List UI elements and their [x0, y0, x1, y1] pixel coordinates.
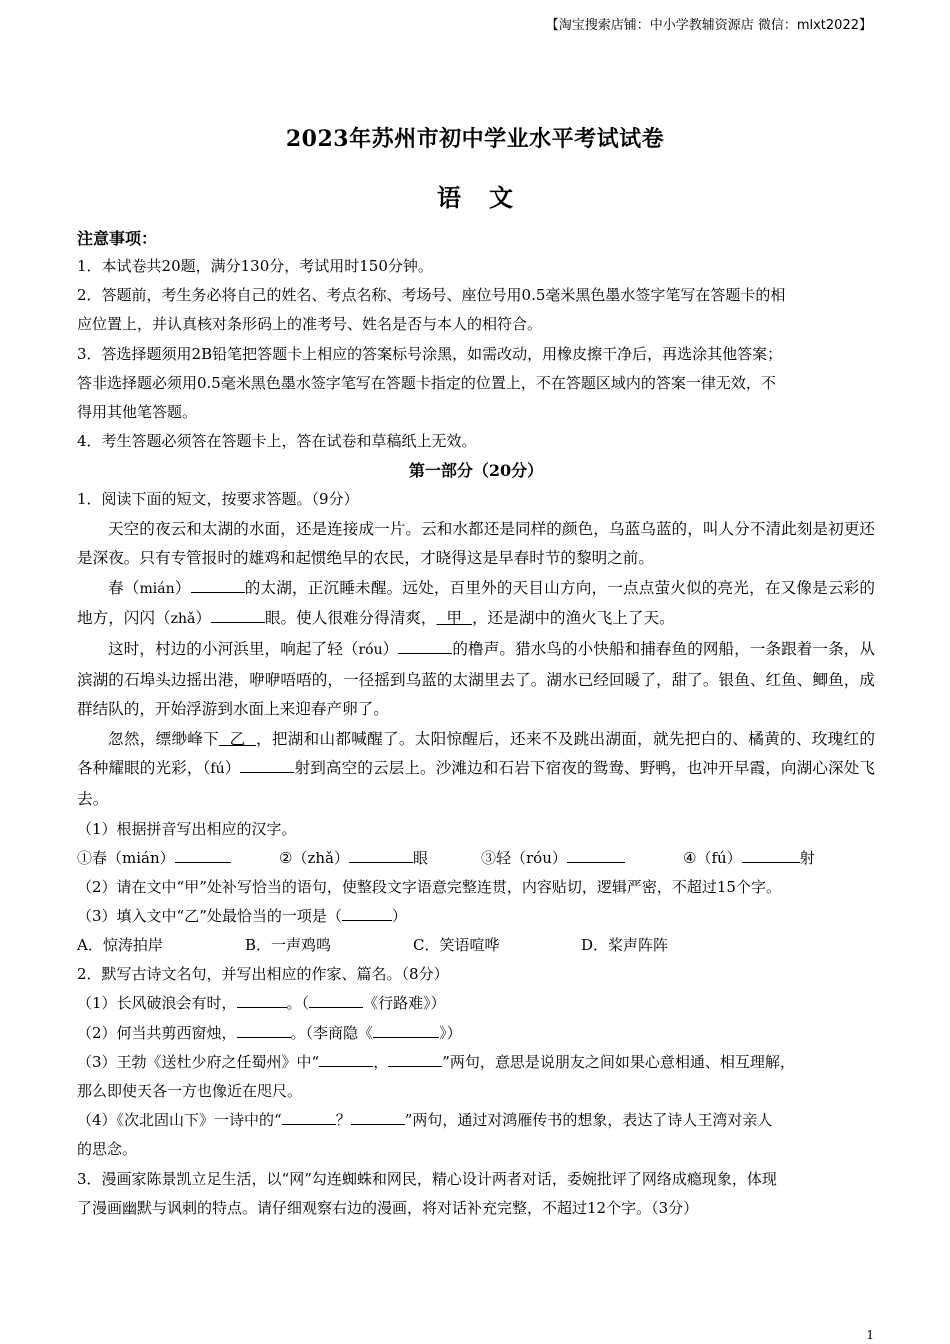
q2-line-3: （3）王勃《送杜少府之任蜀州》中“ ， ”两句，意思是说朋友之间如果心意相通、相互理解， [77, 1052, 795, 1071]
fill-item: ②（zhǎ） 眼 [279, 848, 428, 867]
answer-blank [211, 608, 265, 623]
question-3-line-1: 3．漫画家陈景凯立足生活，以“网”勾连蜘蛛和网民，精心设计两者对话，委婉批评了网络成瘾现象，体现 [77, 1169, 777, 1188]
q2-line-1: （1）长风破浪会有时， 。（ 《行路难》） [77, 994, 446, 1013]
passage-paragraph-1: 天空的夜云和太湖的水面，还是连接成一片。云和水都还是同样的颜色，乌蓝乌蓝的，叫人分不清此刻是初更还是深夜。只有专管报时的雄鸡和起惯绝早的农民，才晓得这是早春时节的黎明之前。 [77, 519, 875, 568]
answer-blank [342, 906, 392, 921]
question-3-line-2: 了漫画幽默与讽刺的特点。请仔细观察右边的漫画，将对话补充完整，不超过12个字。（3分） [77, 1198, 699, 1217]
page-number: 1 [866, 1328, 874, 1342]
passage-paragraph-4: 忽然，缥缈峰下 乙 ，把湖和山都喊醒了。太阳惊醒后，还来不及跳出湖面，就先把白的、橘黄的、玫瑰红的各种耀眼的光彩，（fú） 射到高空的云层上。沙滩边和石岩下宿夜的鸳鸯、野鸭，也冲开早霞，向湖心深处飞去。 [77, 729, 875, 808]
notice-heading: 注意事项： [77, 229, 158, 248]
notice-item: 答非选择题必须用0.5毫米黑色墨水签字笔写在答题卡指定的位置上，不在答题区域内的答案一律无效，不 [77, 373, 776, 392]
fill-item: ①春（mián） [77, 844, 279, 873]
blank-mark-yi: 乙 [229, 729, 246, 748]
q2-line-4: （4）《次北固山下》一诗中的“ ？ ”两句，通过对鸿雁传书的想象，表达了诗人王湾对亲人 [77, 1111, 773, 1130]
notice-item: 3．答选择题须用2B铅笔把答题卡上相应的答案标号涂黑，如需改动，用橡皮擦干净后，再选涂其他答案； [77, 344, 783, 363]
part-heading: 第一部分（20分） [408, 461, 544, 481]
answer-blank [282, 1110, 336, 1125]
notice-item: 2．答题前，考生务必将自己的姓名、考点名称、考场号、座位号用0.5毫米黑色墨水签字笔写在答题卡的相 [77, 286, 786, 305]
answer-blank [240, 758, 294, 773]
fill-item: ④（fú） 射 [683, 848, 815, 867]
notice-item: 得用其他笔答题。 [77, 403, 198, 422]
notice-item: 1．本试卷共20题，满分130分，考试用时150分钟。 [77, 257, 433, 275]
option-a: A．惊涛拍岸 [77, 936, 163, 955]
answer-blank [388, 1052, 442, 1067]
answer-blank [398, 639, 452, 654]
question-1-prompt: 1．阅读下面的短文，按要求答题。（9分） [77, 490, 359, 509]
answer-blank [309, 993, 363, 1008]
answer-blank [237, 1023, 291, 1038]
question-2-prompt: 2．默写古诗文名句，并写出相应的作家、篇名。（8分） [77, 965, 449, 984]
answer-blank [373, 1023, 439, 1038]
answer-blank [742, 848, 800, 863]
subquestion-2: （2）请在文中“甲”处补写恰当的语句，使整段文字语意完整连贯，内容贴切，逻辑严密，不超过15个字。 [77, 877, 781, 896]
option-d: D．桨声阵阵 [581, 936, 669, 955]
answer-blank [351, 1110, 405, 1125]
q2-line-2: （2）何当共剪西窗烛， 。（李商隐《 》） [77, 1023, 462, 1042]
passage-paragraph-2: 春（mián） 的太湖，正沉睡未醒。远处，百里外的天目山方向，一点点萤火似的亮光，在又像是云彩的地方，闪闪（zhǎ） 眼。使人很难分得清爽， 甲 ，还是湖中的渔火飞上了天。 [77, 578, 875, 628]
option-b: B．一声鸡鸣 [245, 936, 332, 955]
answer-blank [567, 848, 625, 863]
exam-content [77, 226, 875, 1223]
answer-blank [175, 848, 231, 863]
subject-title: 语文 [437, 183, 541, 212]
fill-item: ③轻（róu） [481, 844, 683, 873]
choice-options [77, 931, 875, 960]
passage-paragraph-3: 这时，村边的小河浜里，响起了轻（róu） 的橹声。猎水鸟的小快船和捕春鱼的网船，一条跟着一条，从滨湖的石埠头边摇出港，咿咿唔唔的，一径摇到乌蓝的太湖里去了。湖水已经回暖了，甜了。银鱼、红鱼、鲫鱼，成群结队的，开始浮游到水面上来迎春产卵了。 [77, 640, 875, 719]
subquestion-3: （3）填入文中“乙”处最恰当的一项是（ ） [77, 906, 407, 925]
header-note: 【淘宝搜索店铺：中小学教辅资源店 微信：mlxt2022】 [545, 18, 872, 33]
pinyin-fill-row [77, 844, 875, 873]
subquestion-1: （1）根据拼音写出相应的汉字。 [77, 819, 297, 838]
q2-line-3-cont: 那么即使天各一方也像近在咫尺。 [77, 1081, 303, 1100]
q2-line-4-cont: 的思念。 [77, 1140, 138, 1159]
answer-blank [319, 1052, 373, 1067]
answer-blank [349, 848, 413, 863]
answer-blank [191, 578, 245, 593]
page-title: 2023年苏州市初中学业水平考试试卷 [285, 126, 665, 152]
blank-mark-jia: 甲 [446, 609, 463, 628]
option-c: C．笑语喧哗 [413, 936, 500, 955]
notice-item: 应位置上，并认真核对条形码上的准考号、姓名是否与本人的相符合。 [77, 315, 543, 334]
answer-blank [237, 993, 287, 1008]
notice-item: 4．考生答题必须答在答题卡上，答在试卷和草稿纸上无效。 [77, 432, 477, 451]
